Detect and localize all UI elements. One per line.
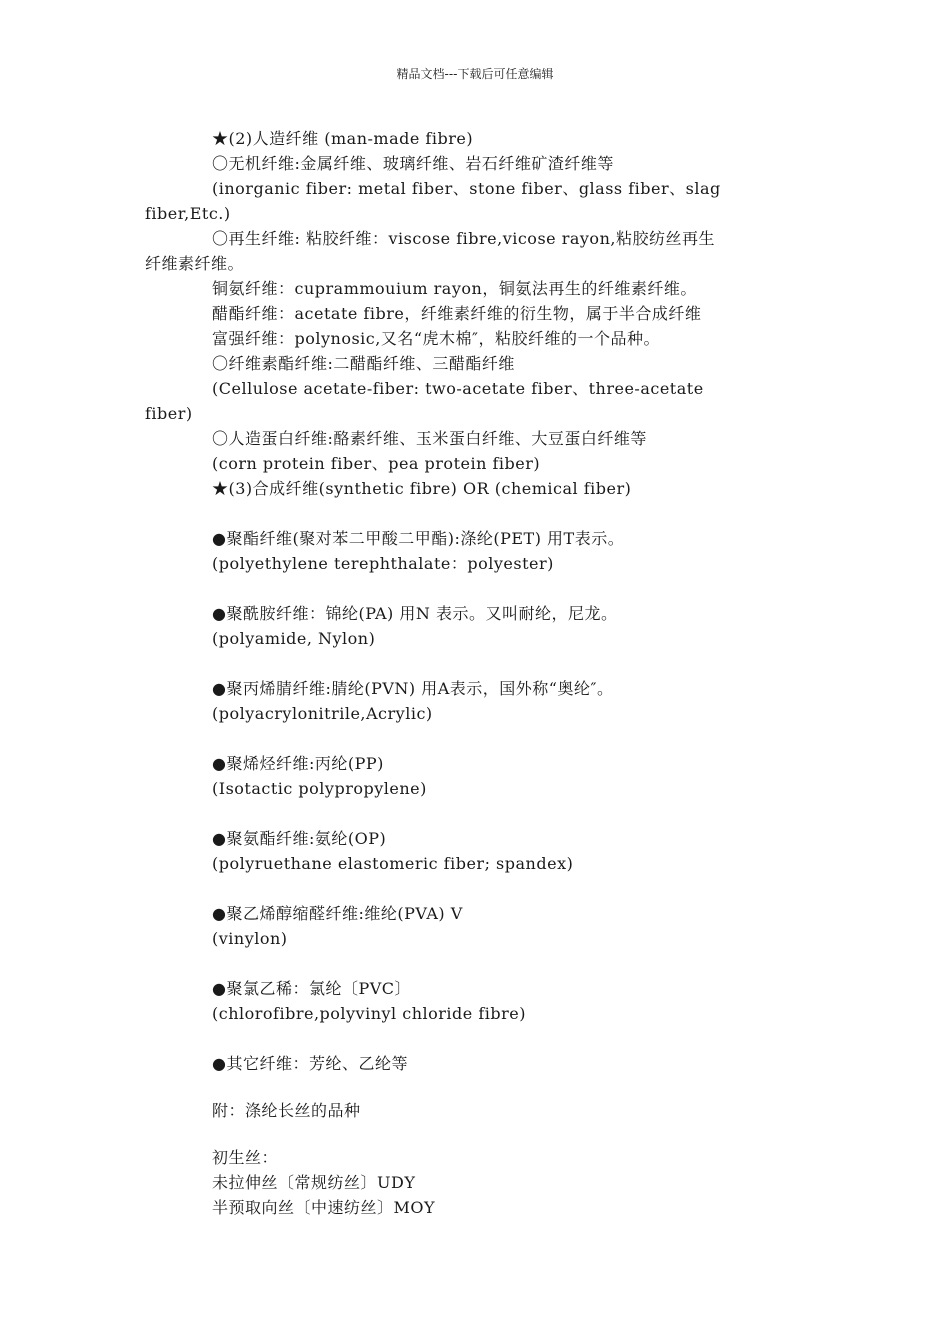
document-body: [145, 126, 805, 1220]
list-item-polypropylene: ●聚烯烃纤维:丙纶(PP): [212, 754, 384, 773]
text-line: 纤维素纤维。: [145, 254, 245, 273]
text-line: 初生丝：: [212, 1148, 279, 1167]
text-line: 〇人造蛋白纤维:酪素纤维、玉米蛋白纤维、大豆蛋白纤维等: [212, 429, 647, 448]
text-line: (polyethylene terephthalate：polyester): [212, 554, 554, 573]
text-line: 未拉伸丝〔常规纺丝〕UDY: [212, 1173, 416, 1192]
list-item-pvc: ●聚氯乙稀：氯纶〔PVC〕: [212, 979, 412, 998]
text-line: fiber): [145, 404, 193, 423]
list-item-vinylon: ●聚乙烯醇缩醛纤维:维纶(PVA) V: [212, 904, 463, 923]
text-line: (Isotactic polypropylene): [212, 779, 427, 798]
page-header: 精品文档---下载后可任意编辑: [396, 67, 554, 81]
text-line: (corn protein fiber、pea protein fiber): [212, 454, 541, 473]
list-item-polyamide: ●聚酰胺纤维：锦纶(PA) 用N 表示。又叫耐纶，尼龙。: [212, 604, 618, 623]
text-line: fiber,Etc.): [145, 204, 231, 223]
text-line: 半预取向丝〔中速纺丝〕MOY: [212, 1198, 436, 1217]
text-line: 铜氨纤维：cuprammouium rayon，铜氨法再生的纤维素纤维。: [212, 279, 697, 298]
text-line: (inorganic fiber: metal fiber、stone fiber、glass fiber、slag: [212, 179, 721, 198]
section-heading-man-made-fibre: ★(2)人造纤维 (man-made fibre): [212, 129, 474, 148]
list-item-acrylic: ●聚丙烯腈纤维:腈纶(PVN) 用A表示，国外称“奥纶″。: [212, 679, 614, 698]
text-line: (polyruethane elastomeric fiber; spandex): [212, 854, 574, 873]
list-item-other-fibres: ●其它纤维：芳纶、乙纶等: [212, 1054, 408, 1073]
section-heading-synthetic-fibre: ★(3)合成纤维(synthetic fibre) OR (chemical fiber): [212, 479, 632, 498]
text-line: (chlorofibre,polyvinyl chloride fibre): [212, 1004, 526, 1023]
text-line: 〇再生纤维: 粘胶纤维：viscose fibre,vicose rayon,粘胶纺丝再生: [212, 229, 715, 248]
text-line: (vinylon): [212, 929, 288, 948]
text-line: (polyacrylonitrile,Acrylic): [212, 704, 433, 723]
list-item-spandex: ●聚氨酯纤维:氨纶(OP): [212, 829, 387, 848]
text-line: 富强纤维：polynosic,又名“虎木棉″，粘胶纤维的一个品种。: [212, 329, 661, 348]
appendix-heading: 附：涤纶长丝的品种: [212, 1101, 361, 1120]
text-line: 醋酯纤维：acetate fibre，纤维素纤维的衍生物，属于半合成纤维: [212, 304, 702, 323]
text-line: 〇无机纤维:金属纤维、玻璃纤维、岩石纤维矿渣纤维等: [212, 154, 614, 173]
text-line: (polyamide, Nylon): [212, 629, 376, 648]
text-line: (Cellulose acetate-fiber: two-acetate fiber、three-acetate: [212, 379, 704, 398]
text-line: 〇纤维素酯纤维:二醋酯纤维、三醋酯纤维: [212, 354, 515, 373]
list-item-polyester: ●聚酯纤维(聚对苯二甲酸二甲酯):涤纶(PET) 用T表示。: [212, 529, 625, 548]
